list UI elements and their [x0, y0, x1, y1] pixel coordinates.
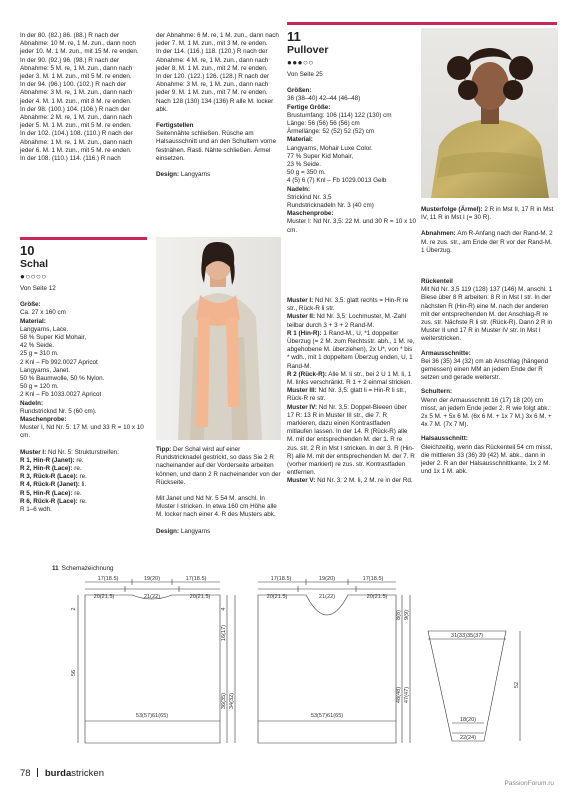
pullover-number: 11: [287, 29, 301, 44]
pattern-step-text: 1 Rand-M., U, *1 doppelter Überzug (= 2 M. zum Rechtsstr. abh., 1 M. re, abgehobene M. überziehen), 2x U*, von * bis * wdh., mit 1 doppeltem Überzug enden, U, 1 Rand-M.: [287, 329, 417, 370]
schal-row: [20, 490, 147, 498]
pattern-step-label: Muster III:: [287, 387, 317, 395]
knit-step: [421, 278, 557, 344]
section-text: Muster I, Nd Nr. 5: 17 M. und 33 R = 10 x 10 cm.: [20, 424, 146, 440]
fertig-text: Seitennähte schließen. Rüsche am Halsausschnitt und an den Schultern vorne festnähen. Rasti. Nähte schließen. Ärmel einsetzen.: [156, 130, 278, 162]
schema-dimension: 17(18.5): [97, 576, 119, 582]
knit-step: [421, 388, 557, 429]
schema-label: 11 Schemazeichnung: [52, 565, 114, 572]
schal-repeat: R 1–6 wdh.: [20, 506, 52, 514]
schema-dimension: 18(20): [459, 717, 477, 723]
section-text: Rundstricknd Nr. 5 (60 cm).: [20, 407, 97, 415]
brand-name-light: stricken: [71, 768, 104, 779]
schal-row-text: re.: [77, 473, 87, 481]
section-label: Fertige Größe:: [287, 103, 331, 111]
instruction-paragraph: In der 102. (104.) 108. (110.) R nach der Abnahme: 1 M. re, 1 M. zun., dann nach jeder 6. M. 1 M. zun., mit 5 M. re enden.: [20, 130, 135, 154]
pattern-note-text: Am R-Anfang nach der Rand-M. 2 M. re zus. str., am Ende der R vor der Rand-M. 1 Überzug.: [421, 230, 555, 254]
pullover-photo: [421, 28, 558, 198]
pattern-step-text: Alle M. li str., bei 2 U 1 M. li, 1 M. links verschränkt. R 1 + 2 einmal stricken.: [287, 370, 413, 387]
schal-row-text: re.: [74, 456, 84, 464]
pattern-note-text: 2 R in Mst II, 17 R in Mst IV, 11 R in Mst I (= 30 R).: [421, 206, 556, 222]
schal-number: 10: [20, 243, 35, 258]
pattern-note: [421, 206, 557, 222]
schema-dimension: 19(20): [318, 576, 336, 582]
schema-dimension: 2: [71, 607, 77, 611]
schema-dimension: 4: [221, 607, 227, 611]
pattern-step-text: Nd Nr. 3,5: glatt rechts = Hin-R re str., Rück-R li str.: [287, 297, 411, 313]
page-footer: [20, 768, 104, 779]
schal-row: [20, 473, 147, 481]
section-text: Muster I: Nd Nr. 3,5: 22 M. und 30 R = 10 x 10 cm.: [287, 218, 418, 234]
pattern-note-label: Musterfolge (Ärmel):: [421, 206, 485, 213]
col2-text: [156, 32, 281, 179]
pattern-note: [421, 230, 557, 255]
schema-dimension: 17(18.5): [362, 576, 384, 582]
schal-row-label: R 6, Rück-R (Lace):: [20, 497, 78, 505]
schal-row: [20, 457, 147, 465]
schal-difficulty-dots: ●○○○○: [20, 272, 47, 281]
schal-block: [20, 244, 147, 514]
pullover-block: [287, 30, 417, 235]
schal-accent-bar: [20, 237, 147, 240]
section-label: Maschenprobe:: [287, 210, 334, 218]
brand-name-bold: burda: [44, 768, 72, 779]
tipp-design-value: Langyarns: [180, 527, 211, 535]
schema-dimension: 53(57)61(65): [310, 713, 344, 719]
pattern-step-text: Nd Nr. 3,5: glatt li = Hin-R li str., Rück-R re str.: [287, 387, 409, 403]
schal-row-label: R 1, Hin-R (Janet):: [20, 456, 75, 464]
schal-title: Schal: [20, 258, 49, 270]
knit-step-text: Gleichzeitig, wenn das Rückenteil 54 cm misst, die mittleren 33 (36) 39 (42) M. abk., dann in jeder 2. R an der Halsausschnittkante, 1x 2 M. und 1x 1 M. abk.: [421, 443, 553, 476]
fertig-heading: Fertigstellen: [156, 122, 194, 130]
schema-dimension: 20(21.5): [189, 594, 211, 600]
instruction-paragraph: In der 80. (82.) 86. (88.) R nach der Abnahme: 10 M. re, 1 M. zun., dann noch jeder 10. M. 1 M. zun., mit 15 M. re enden.: [20, 32, 139, 56]
knit-step-label: Rückenteil: [421, 278, 453, 285]
pullover-accent-bar: [287, 22, 557, 25]
instruction-paragraph: der Abnahme: 6 M. re, 1 M. zun., dann nach jeder 7. M. 1 M. zun., mit 3 M. re enden.: [156, 32, 281, 48]
pattern-step-label: Muster IV:: [287, 403, 318, 411]
schema-dimension: 17(18.5): [270, 576, 292, 582]
instruction-paragraph: In der 108. (110.) 114. (116.) R nach: [20, 155, 121, 163]
schal-row: [20, 465, 147, 473]
pattern-step-text: Nd Nr. 3,5: Lochmuster, M.-Zahl teilbar durch 3 + 3 + 2 Rand-M.: [287, 313, 408, 329]
section-label: Material:: [287, 136, 313, 144]
knit-step: [421, 350, 557, 383]
pattern-step-label: Muster V:: [287, 477, 316, 485]
section-label: Größe:: [20, 301, 41, 309]
tipp-text: Der Schal wird auf einer Rundstricknadel gestrickt, so dass Sie 2 R nacheinander auf der Vorderseite arbeiten können, und dann 2 R nacheinander von der Rückseite.: [156, 446, 283, 486]
pattern-step-text: Nd Nr. 3,5: Doppel-Bleeen über 17 R: 13 R in Muster III str., die 7. R markieren, dazu einen Kontrastfaden mitlaufen lassen. In der 14. R (Rück-R) alle M. mit der entsprechenden M. der 1. R re zus. str. 2 R in Mst I stricken. In der 3. R (Hin-R) alle M. mit der entsprechenden M. der 7. R (vorher markiert) re zus. str. Kontrastfaden entfernen.: [287, 403, 417, 477]
schal-muster-intro: Muster I: Nd Nr. 5: Strukturstreifen:: [20, 448, 120, 456]
col3-text: [287, 297, 415, 486]
pattern-step-label: Muster I:: [287, 297, 314, 304]
section-text: Langyarns, Mohair Luxe Color. 77 % Super Kid Mohair, 23 % Seide. 50 g = 350 m. 4 (5) 6 (7) Knl – Fb 1029.0013 Gelb: [287, 144, 387, 185]
schal-source: Von Seite 12: [20, 285, 56, 292]
pattern-step-label: R 1 (Hin-R):: [287, 329, 322, 337]
tipp-label: Tipp:: [156, 446, 172, 453]
section-label: Größen:: [287, 87, 312, 95]
knit-step-label: Halsausschnitt:: [421, 435, 468, 443]
section-label: Maschenprobe:: [20, 416, 67, 424]
instruction-paragraph: In der 90. (92.) 96. (98.) R nach der Abnahme: 5 M. re, 1 M. zun., dann nach jeder 3. M. 1 M. zun., mit 5 M. re enden.: [20, 56, 135, 81]
schema-drawing: [40, 573, 560, 753]
schema-dimension: 20(21.5): [366, 594, 388, 600]
pattern-step-text: Nd Nr. 3: 2 M. li, 2 M. re in der Rd.: [315, 477, 413, 485]
schal-row-text: re.: [77, 497, 87, 505]
schal-photo: [156, 237, 281, 440]
knit-step-text: Mit Nd Nr. 3,5 119 (128) 137 (146) M. anschl. 1 Biese über 8 R arbeiten: 8 R in Mst I str. In der nächsten R (Hin-R) eine M. nach der anderen mit der entsprechenden M. der Anschlag-R re zus. str. Nächste R li str. (Rück-R). Dann 2 R in Muster II und 17 R in Muster IV str. In Mst I weiterstricken.: [421, 286, 553, 343]
section-text: Ca. 27 x 160 cm: [20, 309, 66, 317]
tipp-block: [156, 446, 281, 536]
schema-dimension: 52: [514, 681, 520, 689]
pattern-step: [287, 297, 415, 313]
section-text: Strickind Nr. 3,5 Rundstricknadeln Nr. 3 (40 cm): [287, 193, 374, 210]
schema-dimension: 31(33)35(37): [450, 633, 484, 639]
schal-row: [20, 481, 147, 489]
watermark: PassionForum.ru: [504, 780, 554, 787]
schal-row-label: R 2, Hin-R (Lace):: [20, 465, 73, 473]
pullover-title: Pullover: [287, 44, 329, 56]
schema-dimension: 17(18.5): [185, 576, 207, 582]
schema-dimension: 16(17): [221, 624, 227, 642]
pattern-step: [287, 404, 415, 478]
schema-dimension: 48(48): [396, 686, 402, 704]
knit-step-text: Wenn der Armausschnitt 16 (17) 18 (20) cm misst, an jedem Ende jeder 2. R wie folgt abk.: 2x 5 M. + 5x 6 M. (6x 6 M. + 1x 7 M.) 3x 6 M. + 4x 7 M. (7x 7 M).: [421, 396, 552, 429]
section-label: Material:: [20, 317, 46, 325]
schema-dimension: 22(24): [459, 735, 477, 741]
schema-dimension: 47(47): [404, 686, 410, 704]
schema-dimension: 34(32): [229, 692, 235, 710]
design-label: Design:: [156, 171, 180, 179]
tipp-design-label: Design:: [156, 527, 180, 535]
pullover-right-top: [421, 206, 557, 255]
schema-dimension: 21(22): [143, 594, 161, 600]
col1-text: [20, 32, 147, 163]
section-label: Nadeln:: [287, 185, 311, 193]
schal-row-text: re.: [72, 489, 82, 497]
instruction-paragraph: In der 98. (100.) 104. (106.) R nach der Abnahme: 2 M. re, 1 M. zun., dann nach jeder 5. M. 1 M. zun., mit 5 M. re enden.: [20, 105, 135, 130]
pattern-step: [287, 330, 415, 371]
instruction-paragraph: In der 94. (96.) 100. (102.) R nach der Abnahme: 3 M. re, 1 M. zun., dann nach jeder 4. M. 1 M. zun., mit 8 M. re enden.: [20, 81, 135, 105]
pattern-note-label: Abnahmen:: [421, 230, 458, 238]
schema-dimension: 20(21.5): [93, 594, 115, 600]
knit-step-label: Armausschnitte:: [421, 349, 471, 357]
knit-step-label: Schultern:: [421, 388, 453, 396]
schal-row-label: R 3, Rück-R (Lace):: [20, 473, 78, 481]
instruction-paragraph: In der 114. (116.) 118. (120.) R nach der Abnahme: 4 M. re, 1 M. zun., dann nach jeder 8. M. 1 M. zun., mit 2 M. re enden.: [156, 48, 271, 72]
schema-dimension: 21(22): [318, 594, 336, 600]
difficulty-dots: ●●●○○: [287, 58, 314, 67]
pullover-source: Von Seite 25: [287, 71, 323, 78]
schema-dimension: 8(8): [396, 610, 402, 620]
schal-row-label: R 4, Rück-R (Janet):: [20, 481, 80, 489]
pattern-step-label: Muster II:: [287, 313, 315, 321]
schema-dimension: 53(57)61(65): [135, 713, 169, 719]
section-text: Langyarns, Lace. 58 % Super Kid Mohair, 42 % Seide. 25 g = 310 m. 2 Knl – Fb 992.0027 Apricot Langyarns, Janet. 50 % Baumwolle, 50 % Nylon. 50 g = 120 m. 2 Knl – Fb 1033.0027 Apricot: [20, 325, 105, 399]
schema-dimension: 20(21.5): [266, 594, 288, 600]
schema-dimension: 19(20): [143, 576, 161, 582]
knit-step: [421, 435, 557, 476]
page-number: 78: [20, 768, 31, 779]
schal-row-label: R 5, Hin-R (Lace):: [20, 489, 73, 497]
section-text: 36 (38–40) 42–44 (46–48): [287, 95, 361, 103]
pattern-step: [287, 477, 415, 485]
schal-row-text: re.: [72, 465, 82, 473]
instruction-paragraph: In der 120. (122.) 126. (128.) R nach der Abnahme: 3 M. re, 1 M. zun., dann nach jeder 9. M. 1 M. zun., mit 7 M. re enden.: [156, 73, 271, 97]
pattern-step: [287, 313, 415, 329]
section-text: Brustumfang: 106 (114) 122 (130) cm Länge: 56 (56) 56 (56) cm Ärmellänge: 52 (52) 52 (52) cm: [287, 111, 392, 136]
pattern-step: [287, 371, 415, 387]
schal-row: [20, 498, 147, 506]
knit-step-text: Bei 36 (35) 34 (32) cm ab Anschlag (hängend gemessen) einen MM an jedem Ende der R setzen und gerade weiterstr.: [421, 357, 549, 382]
section-label: Nadeln:: [20, 399, 44, 407]
schema-dimension: 9(9): [404, 610, 410, 620]
tipp-text2: Mit Janet und Nd Nr. 5 54 M. anschl. In Muster I stricken. In etwa 160 cm Höhe alle M. locker nach einer 4. R des Musters abk.: [156, 495, 279, 519]
schema-dimension: 36(35): [221, 692, 227, 710]
pattern-step: [287, 387, 415, 403]
schal-row-text: li.: [79, 481, 87, 489]
pattern-step-label: R 2 (Rück-R):: [287, 370, 327, 378]
instruction-paragraph: Nach 128 (130) 134 (136) R alle M. locker abk.: [156, 97, 275, 113]
design-value: Langyarns: [180, 171, 211, 179]
col4-text: [421, 278, 557, 476]
schema-dimension: 56: [71, 669, 77, 677]
